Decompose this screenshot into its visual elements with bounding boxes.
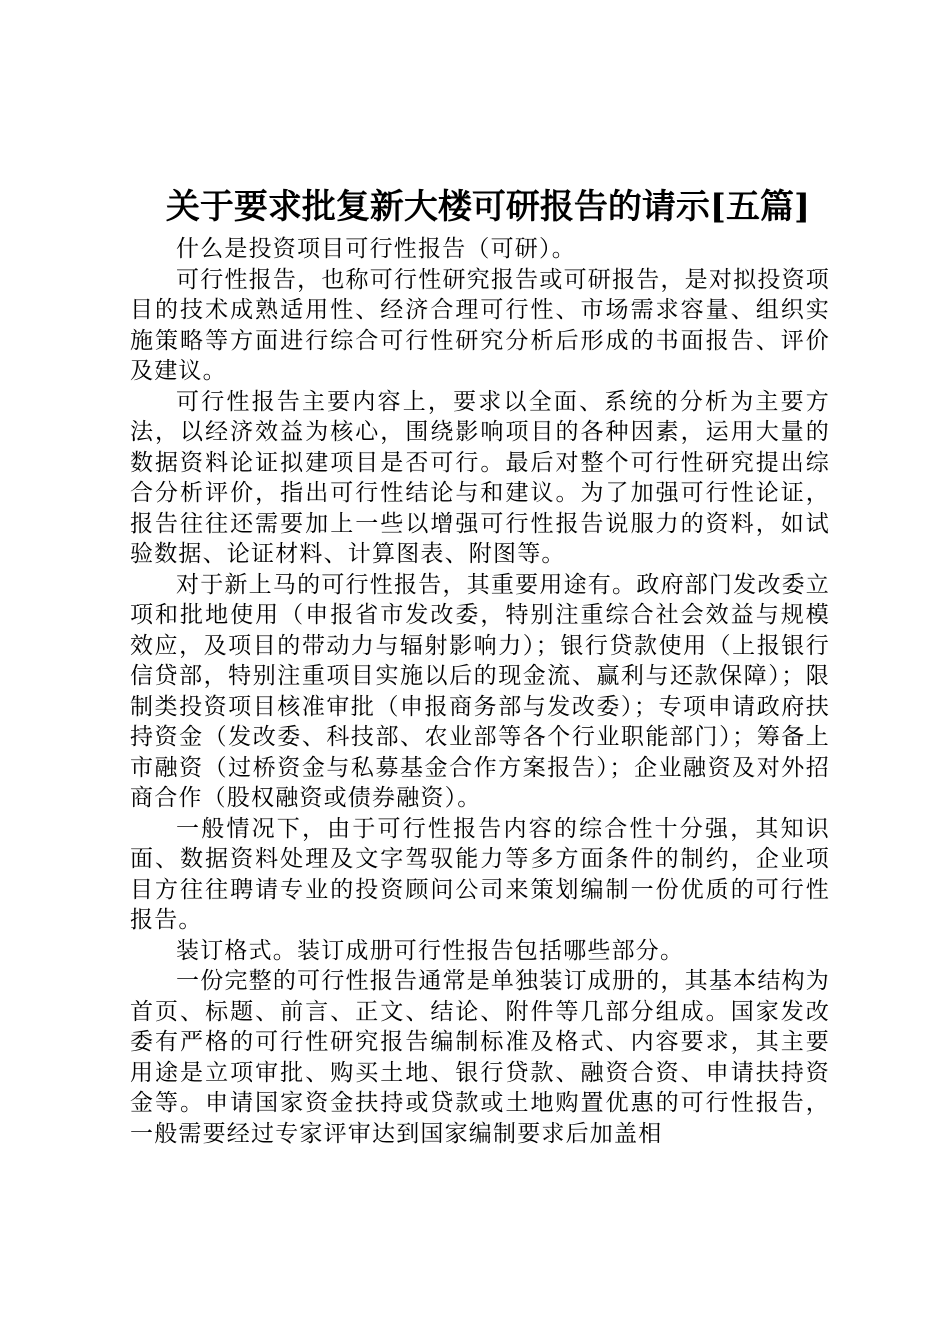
document-title: 关于要求批复新大楼可研报告的请示[五篇] xyxy=(165,187,811,227)
paragraph-what-is-report: 什么是投资项目可行性报告（可研）。 xyxy=(176,236,576,262)
paragraph-main-content: 可行性报告主要内容上，要求以全面、系统的分析为主要方法，以经济效益为核心，围绕影响项目的各种因素，运用大量的数据资料论证拟建项目是否可行。最后对整个可行性研究提出综合分析评价，指出可行性结论与和建议。为了加强可行性论证，报告往往还需要加上一些以增强可行性报告说服力的资料，如试验数据、论证材料、计算图表、附图等。 xyxy=(130,388,830,567)
document-page xyxy=(130,182,830,1149)
paragraph-general-situation: 一般情况下，由于可行性报告内容的综合性十分强，其知识面、数据资料处理及文字驾驭能力等多方面条件的制约，企业项目方往往聘请专业的投资顾问公司来策划编制一份优质的可行性报告。 xyxy=(130,815,830,933)
paragraph-complete-structure: 一份完整的可行性报告通常是单独装订成册的，其基本结构为首页、标题、前言、正文、结论、附件等几部分组成。国家发改委有严格的可行性研究报告编制标准及格式、内容要求，其主要用途是立项审批、购买土地、银行贷款、融资合资、申请扶持资金等。申请国家资金扶持或贷款或土地购置优惠的可行性报告，一般需要经过专家评审达到国家编制要求后加盖相 xyxy=(130,968,830,1147)
paragraph-uses: 对于新上马的可行性报告，其重要用途有。政府部门发改委立项和批地使用（申报省市发改委，特别注重综合社会效益与规模效应，及项目的带动力与辐射影响力）；银行贷款使用（上报银行信贷部，特别注重项目实施以后的现金流、赢利与还款保障）；限制类投资项目核准审批（申报商务部与发改委）；专项申请政府扶持资金（发改委、科技部、农业部等各个行业职能部门）；筹备上市融资（过桥资金与私募基金合作方案报告）；企业融资及对外招商合作（股权融资或债券融资）。 xyxy=(130,571,830,811)
paragraph-definition: 可行性报告，也称可行性研究报告或可研报告，是对拟投资项目的技术成熟适用性、经济合理可行性、市场需求容量、组织实施策略等方面进行综合可行性研究分析后形成的书面报告、评价及建议。 xyxy=(130,266,830,384)
paragraph-binding-format: 装订格式。装订成册可行性报告包括哪些部分。 xyxy=(176,937,685,964)
